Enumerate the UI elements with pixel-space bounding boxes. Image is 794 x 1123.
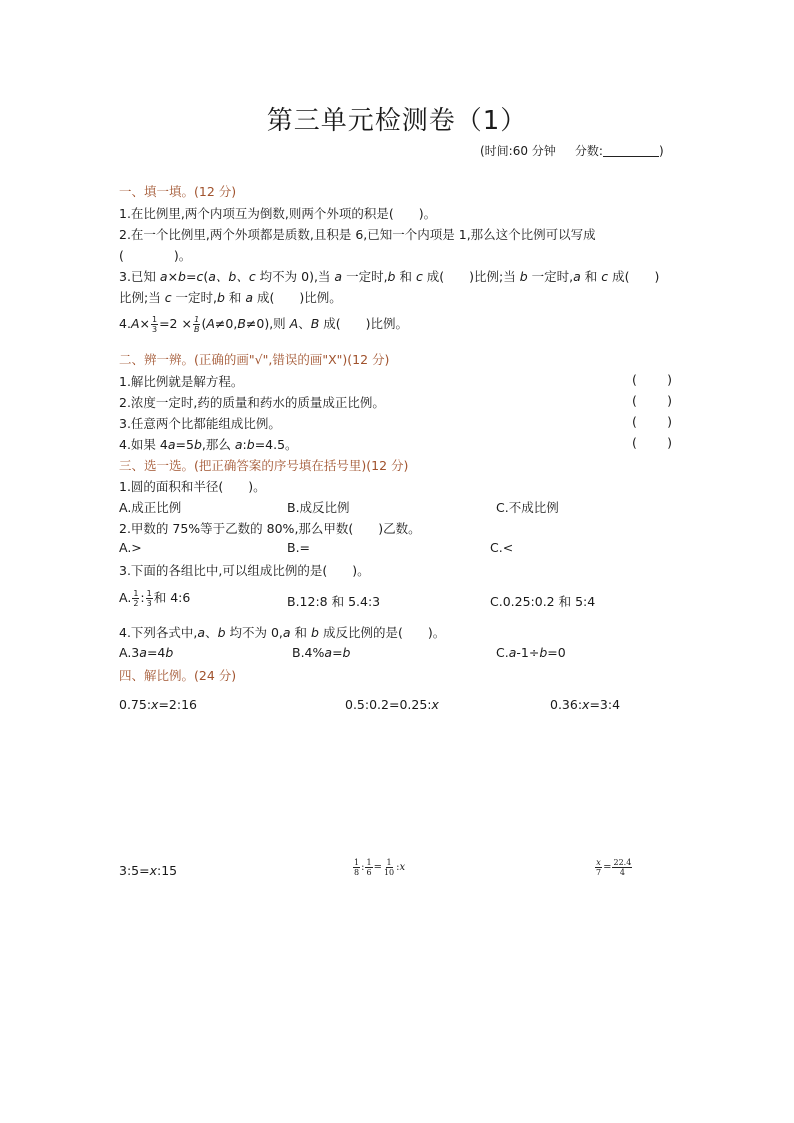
judge-q3-answer[interactable]: ( ) (632, 414, 672, 429)
choose-q2-option-b: B.= (287, 540, 311, 555)
choose-q3: 3.下面的各组比中,可以组成比例的是( )。 (119, 563, 370, 578)
fraction-one-third: $\frac{1}{3}$ (146, 589, 152, 608)
fraction-one-over-b: $\frac{1}{B}$ (193, 315, 200, 334)
fraction-one-third: $\frac{1}{3}$ (151, 315, 158, 334)
choose-q3-option-c: C.0.25:0.2 和 5:4 (490, 594, 596, 609)
choose-q4-option-c: C.a-1÷b=0 (496, 645, 566, 660)
choose-q1: 1.圆的面积和半径( )。 (119, 479, 266, 494)
section-judge: 二、辨一辨。(正确的画"√",错误的画"X")(12 分) (119, 352, 390, 367)
fill-q1: 1.在比例里,两个内项互为倒数,则两个外项的积是( )。 (119, 206, 437, 221)
fraction-one-half: $\frac{1}{2}$ (133, 589, 139, 608)
fill-q2-line1: 2.在一个比例里,两个外项都是质数,且积是 6,已知一个内项是 1,那么这个比例可以写成 (119, 227, 596, 242)
judge-q4: 4.如果 4a=5b,那么 a:b=4.5。 (119, 437, 298, 452)
solve-eq3: 0.36:x=3:4 (550, 697, 621, 712)
choose-q3-option-b: B.12:8 和 5.4:3 (287, 594, 381, 609)
solve-eq4: 3:5=x:15 (119, 863, 178, 878)
section-fill: 一、填一填。(12 分) (119, 184, 237, 199)
section-solve: 四、解比例。(24 分) (119, 668, 237, 683)
fill-q2-line2: ( )。 (119, 248, 192, 263)
choose-q1-option-a: A.成正比例 (119, 500, 182, 515)
choose-q4-option-b: B.4%a=b (292, 645, 351, 660)
score-blank[interactable] (603, 144, 659, 157)
choose-q4: 4.下列各式中,a、b 均不为 0,a 和 b 成反比例的是( )。 (119, 625, 446, 640)
judge-q4-answer[interactable]: ( ) (632, 435, 672, 450)
solve-eq1: 0.75:x=2:16 (119, 697, 197, 712)
choose-q1-option-c: C.不成比例 (496, 500, 559, 515)
judge-q1: 1.解比例就是解方程。 (119, 374, 244, 389)
fraction-one-tenth: $\frac{1}{10}$ (383, 858, 395, 877)
judge-q2-answer[interactable]: ( ) (632, 393, 672, 408)
fraction-22-4-over-4: $\frac{22.4}{4}$ (613, 858, 632, 877)
choose-q2-option-c: C.< (490, 540, 514, 555)
solve-eq5: $\frac{1}{8}$ : $\frac{1}{6}$ = $\frac{1}{10}$ :x (354, 858, 406, 877)
solve-eq6: $\frac{x}{7}$ = $\frac{22.4}{4}$ (596, 858, 632, 877)
judge-q1-answer[interactable]: ( ) (632, 372, 672, 387)
meta-close: ) (658, 144, 664, 158)
choose-q4-option-a: A.3a=4b (119, 645, 174, 660)
fill-q3-line1: 3.已知 a×b=c(a、b、c 均不为 0),当 a 一定时,b 和 c 成( )比例;当 b 一定时,a 和 c 成( ) (119, 269, 660, 284)
solve-eq2: 0.5:0.2=0.25:x (345, 697, 439, 712)
fill-q4: 4.A× $\frac{1}{3}$ =2 × $\frac{1}{B}$ (A≠0,B≠0),则 A、B 成( )比例。 (119, 315, 409, 334)
time-limit: (时间:60 分钟 (480, 144, 556, 158)
choose-q3-option-a: A. $\frac{1}{2}$ : $\frac{1}{3}$ 和 4:6 (119, 589, 191, 608)
choose-q2: 2.甲数的 75%等于乙数的 80%,那么甲数( )乙数。 (119, 521, 421, 536)
choose-q2-option-a: A.> (119, 540, 142, 555)
exam-meta (480, 142, 664, 159)
choose-q1-option-b: B.成反比例 (287, 500, 350, 515)
fraction-one-eighth: $\frac{1}{8}$ (354, 858, 360, 877)
judge-q3: 3.任意两个比都能组成比例。 (119, 416, 281, 431)
judge-q2: 2.浓度一定时,药的质量和药水的质量成正比例。 (119, 395, 385, 410)
score-label: 分数: (574, 144, 603, 158)
fill-q3-line2: 比例;当 c 一定时,b 和 a 成( )比例。 (119, 290, 342, 305)
fraction-x-over-seven: $\frac{x}{7}$ (596, 858, 602, 877)
fraction-one-sixth: $\frac{1}{6}$ (366, 858, 372, 877)
section-choose: 三、选一选。(把正确答案的序号填在括号里)(12 分) (119, 458, 409, 473)
page-title: 第三单元检测卷（1） (266, 106, 528, 136)
